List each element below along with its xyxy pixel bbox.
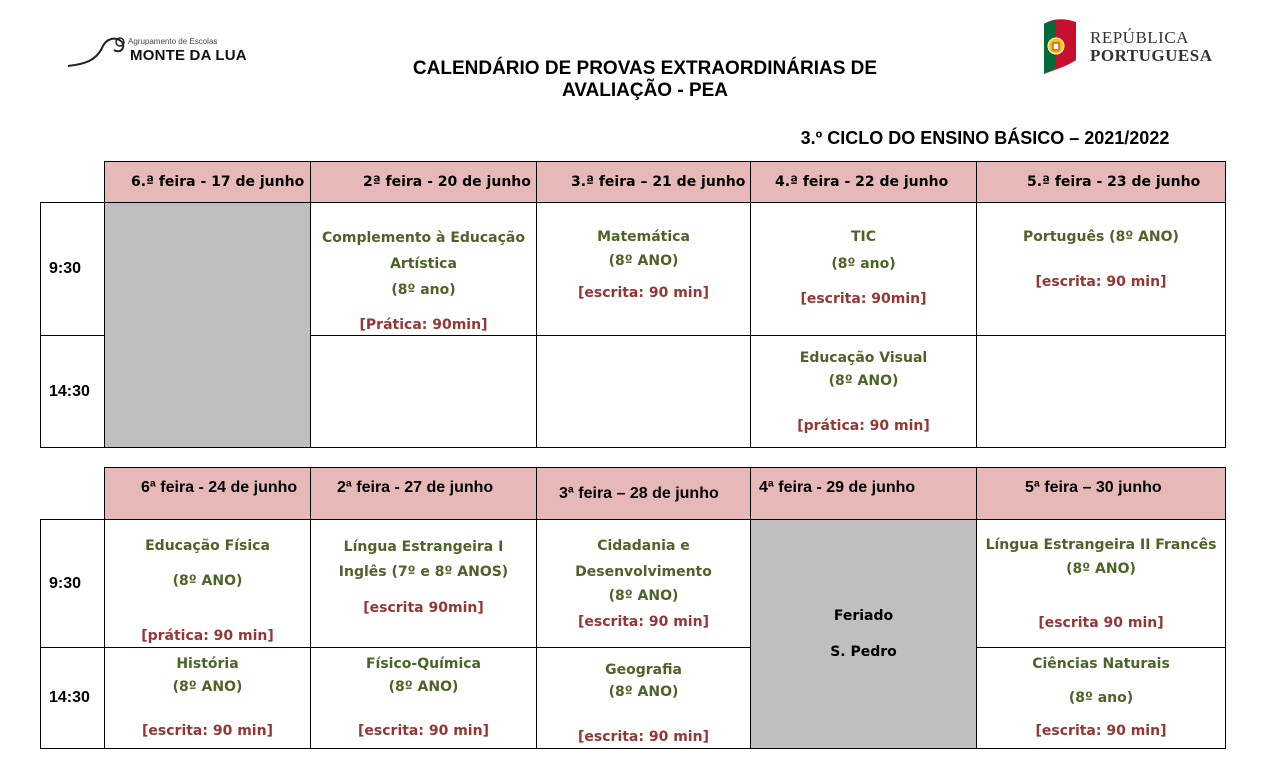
exam-duration: [escrita 90min] bbox=[363, 600, 484, 616]
page-subtitle: 3.º CICLO DO ENSINO BÁSICO – 2021/2022 bbox=[800, 128, 1170, 148]
page-title bbox=[330, 58, 960, 102]
exam-subject: Língua Estrangeira I bbox=[343, 539, 504, 555]
exam-cell bbox=[977, 648, 1226, 749]
exam-cell bbox=[977, 203, 1226, 336]
time-label: 9:30 bbox=[41, 203, 105, 336]
day-header: 4.ª feira - 22 de junho bbox=[751, 162, 977, 203]
holiday-cell bbox=[751, 520, 977, 749]
time-label: 14:30 bbox=[41, 648, 105, 749]
exam-subject: Desenvolvimento bbox=[575, 564, 712, 580]
day-header: 5ª feira – 30 junho bbox=[977, 468, 1226, 520]
time-row bbox=[41, 203, 1226, 336]
schedule-table-week2 bbox=[40, 467, 1226, 749]
exam-cell bbox=[105, 648, 311, 749]
day-header: 3ª feira – 28 de junho bbox=[537, 468, 751, 520]
corner-cell bbox=[41, 468, 105, 520]
government-logo bbox=[1036, 16, 1236, 78]
school-logo-name: MONTE DA LUA bbox=[130, 47, 247, 64]
exam-subject: Ciências Naturais bbox=[1032, 656, 1170, 672]
day-header: 2ª feira - 27 de junho bbox=[311, 468, 537, 520]
exam-duration: [escrita: 90 min] bbox=[1035, 274, 1167, 290]
day-header: 3.ª feira – 21 de junho bbox=[537, 162, 751, 203]
exam-subject: Físico-Química bbox=[365, 656, 482, 672]
header-row bbox=[41, 468, 1226, 520]
exam-grade: (8º ANO) bbox=[608, 588, 679, 604]
exam-cell bbox=[537, 520, 751, 648]
exam-subject: Educação Visual bbox=[799, 350, 928, 366]
exam-grade: (8º ANO) bbox=[172, 679, 243, 695]
exam-cell bbox=[105, 520, 311, 648]
exam-cell bbox=[537, 203, 751, 336]
government-logo-line2: PORTUGUESA bbox=[1090, 46, 1213, 65]
exam-grade: (8º ano) bbox=[1068, 690, 1134, 706]
exam-subject: Educação Física bbox=[145, 538, 270, 554]
exam-cell bbox=[311, 520, 537, 648]
exam-cell bbox=[311, 648, 537, 749]
exam-duration: [escrita: 90 min] bbox=[142, 723, 273, 739]
exam-grade: (8º ANO) bbox=[608, 684, 679, 700]
exam-cell bbox=[751, 336, 977, 448]
portugal-flag-icon bbox=[1036, 16, 1082, 76]
exam-grade: (8º ANO) bbox=[608, 253, 679, 269]
day-header: 4ª feira - 29 de junho bbox=[751, 468, 977, 520]
exam-grade: (8º ano) bbox=[391, 282, 456, 298]
exam-grade: (8º ano) bbox=[831, 256, 896, 272]
exam-duration: [escrita: 90 min] bbox=[1035, 723, 1167, 739]
exam-duration: [escrita 90 min] bbox=[1038, 615, 1164, 631]
exam-subject: Geografia bbox=[605, 662, 682, 678]
schedule-table-week1 bbox=[40, 161, 1226, 448]
exam-subject: TIC bbox=[850, 229, 877, 245]
exam-duration: [prática: 90 min] bbox=[141, 628, 274, 644]
exam-subject: Artística bbox=[390, 256, 457, 272]
school-logo bbox=[66, 30, 256, 74]
day-header: 6.ª feira - 17 de junho bbox=[105, 162, 311, 203]
exam-subject: Inglês (7º e 8º ANOS) bbox=[338, 564, 509, 580]
exam-cell bbox=[977, 520, 1226, 648]
time-label: 14:30 bbox=[41, 336, 105, 448]
exam-duration: [escrita: 90 min] bbox=[578, 729, 709, 745]
page-title-line1: CALENDÁRIO DE PROVAS EXTRAORDINÁRIAS DE bbox=[412, 58, 878, 79]
day-header: 2ª feira - 20 de junho bbox=[311, 162, 537, 203]
exam-duration: [escrita: 90min] bbox=[800, 291, 927, 307]
exam-duration: [Prática: 90min] bbox=[359, 317, 488, 333]
empty-cell bbox=[977, 336, 1226, 448]
exam-cell bbox=[311, 203, 537, 336]
header-row bbox=[41, 162, 1226, 203]
day-header: 6ª feira - 24 de junho bbox=[105, 468, 311, 520]
exam-subject: Matemática bbox=[597, 229, 690, 245]
holiday-name: S. Pedro bbox=[830, 644, 897, 660]
exam-grade: (8º ANO) bbox=[388, 679, 459, 695]
time-label: 9:30 bbox=[41, 520, 105, 648]
exam-grade: (8º ANO) bbox=[828, 373, 899, 389]
empty-cell bbox=[311, 336, 537, 448]
exam-duration: [escrita: 90 min] bbox=[578, 614, 709, 630]
exam-subject: Cidadania e bbox=[597, 538, 690, 554]
time-row bbox=[41, 520, 1226, 648]
holiday-label: Feriado bbox=[833, 608, 894, 624]
school-logo-subtitle: Agrupamento de Escolas bbox=[128, 37, 218, 46]
exam-subject: Português (8º ANO) bbox=[1023, 229, 1179, 245]
exam-cell bbox=[751, 203, 977, 336]
page-title-line2: AVALIAÇÃO - PEA bbox=[561, 80, 729, 101]
day-header: 5.ª feira - 23 de junho bbox=[977, 162, 1226, 203]
time-row bbox=[41, 648, 1226, 749]
empty-cell bbox=[537, 336, 751, 448]
exam-subject: História bbox=[176, 656, 239, 672]
exam-grade: (8º ANO) bbox=[172, 573, 243, 589]
exam-duration: [prática: 90 min] bbox=[797, 418, 930, 434]
exam-duration: [escrita: 90 min] bbox=[358, 723, 489, 739]
exam-duration: [escrita: 90 min] bbox=[578, 285, 709, 301]
exam-subject: Língua Estrangeira II Francês bbox=[985, 537, 1217, 553]
government-logo-line1: REPÚBLICA bbox=[1090, 28, 1189, 47]
school-logo-swirl-icon bbox=[66, 30, 136, 74]
exam-cell bbox=[537, 648, 751, 749]
corner-cell bbox=[41, 162, 105, 203]
exam-subject: Complemento à Educação bbox=[321, 230, 525, 246]
no-exam-cell bbox=[105, 203, 311, 448]
exam-grade: (8º ANO) bbox=[1066, 561, 1136, 577]
